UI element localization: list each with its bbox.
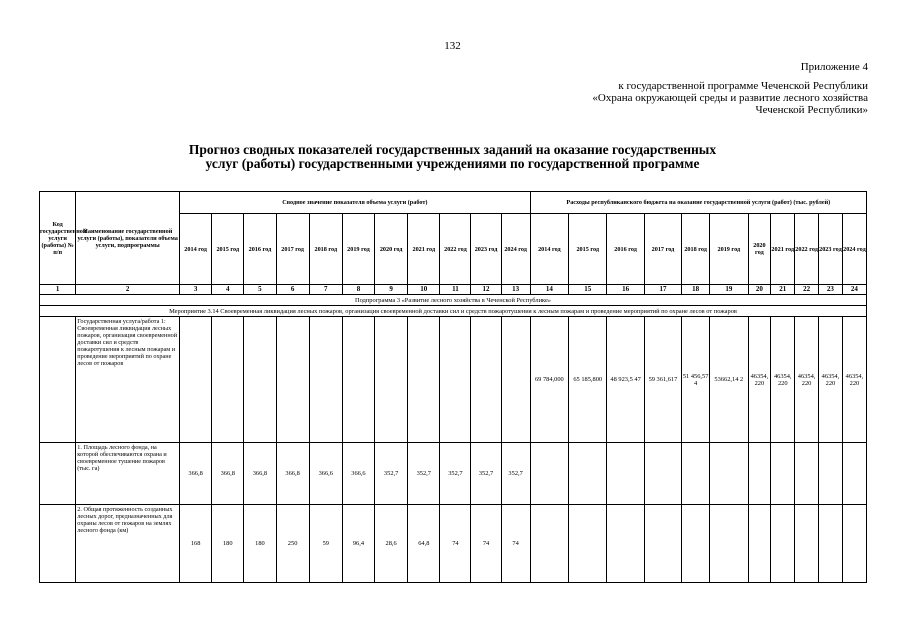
volume-cell: 352,7 [408, 443, 440, 505]
title-line: услуг (работы) государственными учреждениями по государственной программе [205, 156, 700, 171]
column-number: 8 [342, 285, 374, 295]
expense-cell [530, 505, 568, 583]
header-year: 2021 год [408, 214, 440, 285]
column-number: 17 [644, 285, 681, 295]
volume-cell: 74 [471, 505, 501, 583]
volume-cell: 352,7 [375, 443, 408, 505]
header-year: 2016 год [607, 214, 644, 285]
header-year: 2015 год [569, 214, 607, 285]
header-year: 2016 год [244, 214, 276, 285]
header-year: 2022 год [440, 214, 471, 285]
column-number: 18 [682, 285, 710, 295]
title-line: Прогноз сводных показателей государственных заданий на оказание государственных [188, 142, 717, 157]
expense-cell [569, 505, 607, 583]
volume-cell: 28,6 [375, 505, 408, 583]
appendix-label: Приложение 4 [800, 61, 868, 73]
column-number: 12 [471, 285, 501, 295]
column-number: 4 [212, 285, 244, 295]
column-number: 20 [748, 285, 771, 295]
volume-cell: 59 [309, 505, 342, 583]
header-year: 2018 год [682, 214, 710, 285]
header-volume-group: Сводное значение показателя объема услуги (работ) [180, 192, 531, 214]
appendix-line: «Охрана окружающей среды и развитие лесного хозяйства [592, 92, 868, 104]
volume-cell [244, 317, 276, 443]
header-year: 2019 год [710, 214, 748, 285]
appendix-line: Чеченской Республики» [755, 104, 868, 116]
column-number: 23 [819, 285, 843, 295]
column-number: 3 [180, 285, 212, 295]
volume-cell: 352,7 [501, 443, 530, 505]
expense-cell: 46354, 220 [842, 317, 866, 443]
document-title [0, 143, 905, 171]
subprogram-title: Подпрограмма 3 «Развитие лесного хозяйства в Чеченской Республике» [40, 295, 867, 306]
volume-cell [342, 317, 374, 443]
header-year: 2020 год [375, 214, 408, 285]
column-number: 16 [607, 285, 644, 295]
row-code [40, 505, 76, 583]
expense-cell: 69 784,000 [530, 317, 568, 443]
expense-cell [748, 505, 771, 583]
measure-title: Мероприятие 3.14 Своевременная ликвидация лесных пожаров, организация своевременной доставки сил и средств пожаротушения к лесным пожарам и проведение мероприятий по охране лесов от пожаров [40, 306, 867, 317]
volume-cell [276, 317, 309, 443]
expense-cell [771, 505, 795, 583]
header-year: 2023 год [819, 214, 843, 285]
column-number: 11 [440, 285, 471, 295]
expense-cell [819, 505, 843, 583]
expense-cell [795, 505, 819, 583]
row-name: 1. Площадь лесного фонда, на которой обеспечиваются охрана и своевременное тушение пожаров (тыс. га) [76, 443, 180, 505]
volume-cell: 74 [501, 505, 530, 583]
expense-cell: 65 185,800 [569, 317, 607, 443]
expense-cell: 51 456,57 4 [682, 317, 710, 443]
expense-cell [530, 443, 568, 505]
column-number: 2 [76, 285, 180, 295]
row-name: Государственная услуга/работа 1: Своевременная ликвидация лесных пожаров, организация своевременной доставки сил и средств пожаротушения к лесным пожарам и проведение мероприятий по охране лесов от пожаров [76, 317, 180, 443]
forecast-table [39, 191, 867, 583]
expense-cell [644, 505, 681, 583]
volume-cell: 168 [180, 505, 212, 583]
volume-cell: 366,8 [276, 443, 309, 505]
expense-cell: 53662,14 2 [710, 317, 748, 443]
expense-cell: 48 923,5 47 [607, 317, 644, 443]
volume-cell: 366,8 [212, 443, 244, 505]
column-number: 15 [569, 285, 607, 295]
volume-cell [180, 317, 212, 443]
volume-cell: 366,6 [309, 443, 342, 505]
column-number: 10 [408, 285, 440, 295]
volume-cell [212, 317, 244, 443]
volume-cell: 74 [440, 505, 471, 583]
header-year: 2018 год [309, 214, 342, 285]
expense-cell [771, 443, 795, 505]
expense-cell: 59 361,617 [644, 317, 681, 443]
header-year: 2017 год [644, 214, 681, 285]
volume-cell: 250 [276, 505, 309, 583]
header-year: 2023 год [471, 214, 501, 285]
volume-cell: 366,6 [342, 443, 374, 505]
column-number: 5 [244, 285, 276, 295]
header-expense-group: Расходы республиканского бюджета на оказание государственной услуги (работ) (тыс. рублей) [530, 192, 866, 214]
column-number: 14 [530, 285, 568, 295]
column-number: 6 [276, 285, 309, 295]
column-number: 1 [40, 285, 76, 295]
volume-cell: 366,8 [244, 443, 276, 505]
row-code [40, 443, 76, 505]
subprogram-row [40, 295, 867, 306]
volume-cell [309, 317, 342, 443]
appendix-line: к государственной программе Чеченской Республики [618, 80, 868, 92]
volume-cell [471, 317, 501, 443]
expense-cell [842, 505, 866, 583]
column-number: 24 [842, 285, 866, 295]
column-number: 7 [309, 285, 342, 295]
expense-cell [644, 443, 681, 505]
expense-cell: 46354, 220 [771, 317, 795, 443]
header-year: 2024 год [501, 214, 530, 285]
header-name: Наименование государственной услуги (работы), показатели объема услуги, подпрограммы [76, 192, 180, 285]
volume-cell: 352,7 [440, 443, 471, 505]
appendix-note [592, 61, 868, 116]
volume-cell: 352,7 [471, 443, 501, 505]
column-number: 22 [795, 285, 819, 295]
expense-cell [710, 443, 748, 505]
table-row [40, 443, 867, 505]
header-year: 2021 год [771, 214, 795, 285]
header-year: 2020 год [748, 214, 771, 285]
table-row [40, 505, 867, 583]
volume-cell: 180 [212, 505, 244, 583]
column-number: 19 [710, 285, 748, 295]
expense-cell [748, 443, 771, 505]
table-row [40, 317, 867, 443]
column-number: 21 [771, 285, 795, 295]
column-number-row [40, 285, 867, 295]
expense-cell: 46354, 220 [748, 317, 771, 443]
header-year: 2022 год [795, 214, 819, 285]
expense-cell [682, 505, 710, 583]
expense-cell [819, 443, 843, 505]
header-year: 2024 год [842, 214, 866, 285]
header-year: 2019 год [342, 214, 374, 285]
header-year: 2017 год [276, 214, 309, 285]
expense-cell [842, 443, 866, 505]
expense-cell: 46354, 220 [819, 317, 843, 443]
column-number: 9 [375, 285, 408, 295]
volume-cell: 180 [244, 505, 276, 583]
expense-cell: 46354, 220 [795, 317, 819, 443]
expense-cell [795, 443, 819, 505]
expense-cell [607, 505, 644, 583]
volume-cell: 366,8 [180, 443, 212, 505]
header-code: Код государственной услуги (работы) № п/п [40, 192, 76, 285]
header-year: 2014 год [530, 214, 568, 285]
volume-cell [501, 317, 530, 443]
volume-cell [440, 317, 471, 443]
expense-cell [607, 443, 644, 505]
column-number: 13 [501, 285, 530, 295]
expense-cell [710, 505, 748, 583]
expense-cell [569, 443, 607, 505]
row-code [40, 317, 76, 443]
page-number: 132 [444, 40, 461, 52]
volume-cell: 64,8 [408, 505, 440, 583]
volume-cell [375, 317, 408, 443]
header-year: 2015 год [212, 214, 244, 285]
row-name: 2. Общая протяженность созданных лесных дорог, предназначенных для охраны лесов от пожаров на землях лесного фонда (км) [76, 505, 180, 583]
measure-row [40, 306, 867, 317]
expense-cell [682, 443, 710, 505]
header-year: 2014 год [180, 214, 212, 285]
volume-cell: 96,4 [342, 505, 374, 583]
volume-cell [408, 317, 440, 443]
